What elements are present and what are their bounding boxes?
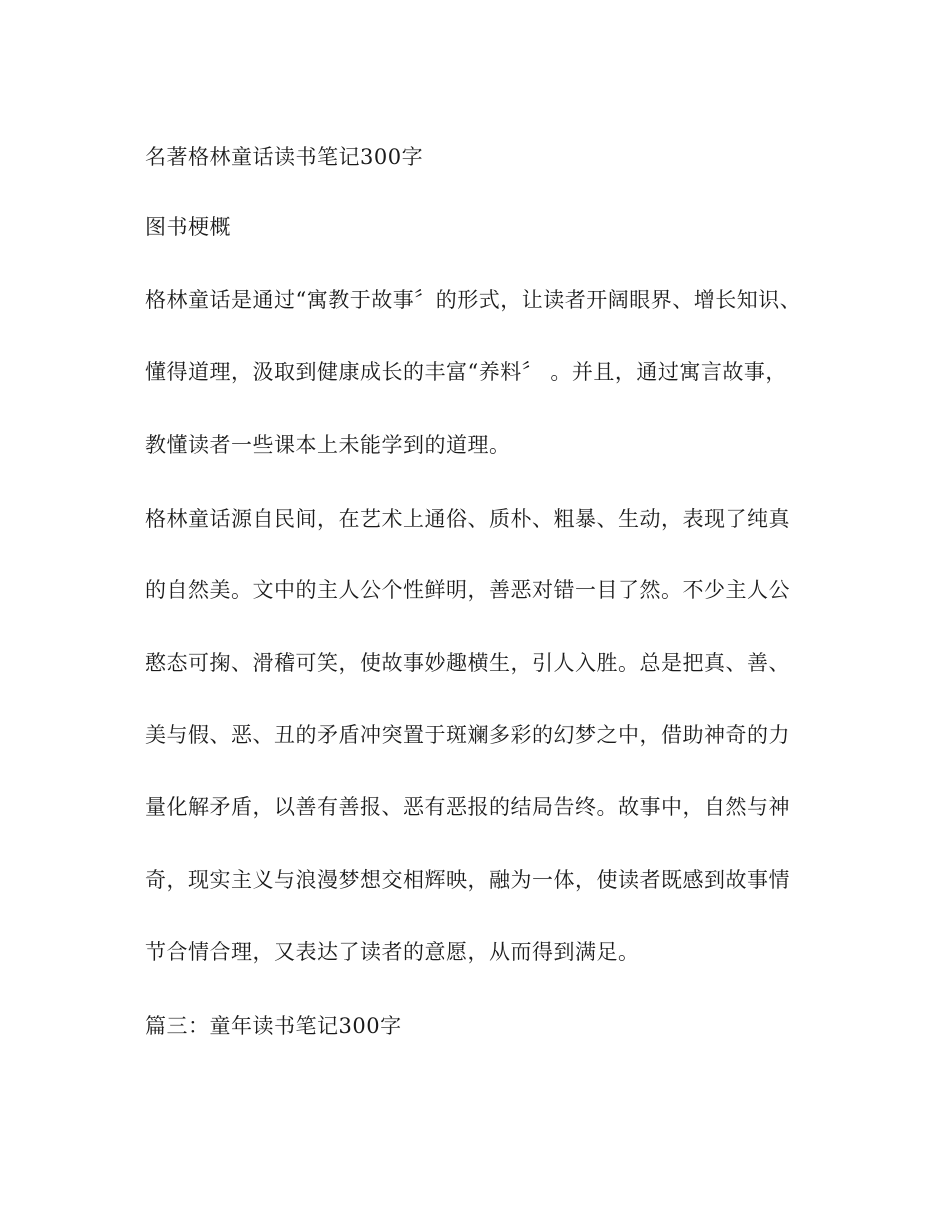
- paragraph-line: 美与假、恶、丑的矛盾冲突置于斑斓多彩的幻梦之中，借助神奇的力: [145, 723, 790, 747]
- paragraph-line: 憨态可掬、滑稽可笑，使故事妙趣横生，引人入胜。总是把真、善、: [145, 651, 790, 675]
- paragraph-line: 量化解矛盾，以善有善报、恶有恶报的结局告终。故事中，自然与神: [145, 795, 790, 819]
- document-title: 名著格林童话读书笔记300字: [145, 145, 424, 169]
- paragraph-line: 格林童话是通过“寓教于故事〞的形式，让读者开阔眼界、增长知识、: [145, 288, 802, 312]
- next-section-heading: 篇三：童年读书笔记300字: [145, 1014, 402, 1038]
- paragraph-line: 懂得道理，汲取到健康成长的丰富“养料〞 。并且，通过寓言故事，: [145, 360, 787, 384]
- paragraph-line: 节合情合理，又表达了读者的意愿，从而得到满足。: [145, 940, 640, 964]
- paragraph-line: 奇，现实主义与浪漫梦想交相辉映，融为一体，使读者既感到故事情: [145, 868, 790, 892]
- section-heading: 图书梗概: [145, 215, 231, 239]
- paragraph-line: 教懂读者一些课本上未能学到的道理。: [145, 433, 511, 457]
- paragraph-line: 格林童话源自民间，在艺术上通俗、质朴、粗暴、生动，表现了纯真: [145, 507, 790, 531]
- paragraph-line: 的自然美。文中的主人公个性鲜明，善恶对错一目了然。不少主人公: [145, 578, 790, 602]
